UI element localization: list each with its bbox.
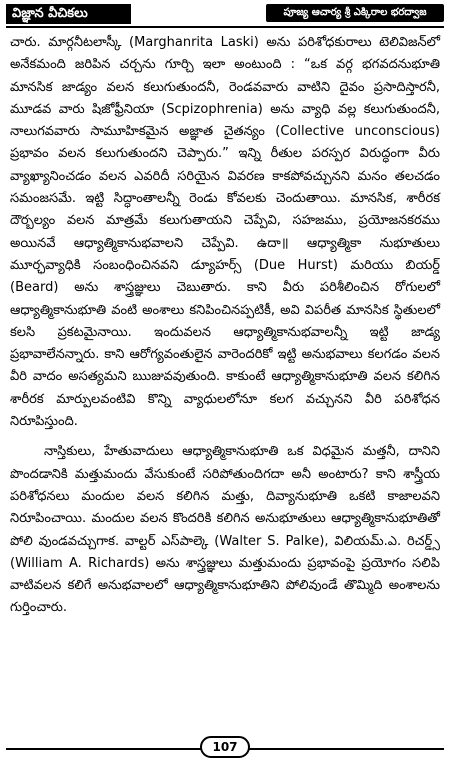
author-name: పూజ్య ఆచార్య శ్రీ ఎక్కిరాల భరద్వాజ — [266, 4, 444, 22]
paragraph-2: నాస్తికులు, హేతువాదులు ఆధ్యాత్మికానుభూతి ఒక విధమైన మత్తనీ, దానిని పొందడానికి మత్తుమందు వేసుకుంటే సరిపోతుందిగదా అనీ అంటారు? కాని శాస్త్రీయ పరిశోధనలు మందుల వలన కలిగిన మత్తు, దివ్యానుభూతి ఒకటి కాజాలవని నిరూపించాయి. మందుల వలన కొందరికి కలిగిన అనుభూతులు ఆధ్యాత్మికానుభూతితో పోలి వుండవచ్చుగాక. వాల్టర్ ఎస్‌పాల్కె (Walter S. Palke), విలియమ్.ఎ. రిచర్డ్స్ (William A. Richards) అను శాస్త్రజ్ఞులు మత్తుమందు ప్రభావంపై ప్రయోగం సలిపి వాటివలన కలిగే అనుభవాలలో ఆధ్యాత్మికానుభూతిని పోలివుండే తొమ్మిది అంశాలను గుర్తించారు. — [10, 444, 440, 616]
header-divider — [6, 26, 444, 28]
page-number: 107 — [200, 736, 250, 758]
paragraph-1: చారు. మార్గనీటలాస్కీ (Marghanrita Laski) అను పరిశోధకురాలు టెలివిజన్‌లో అనేకమంది జరిపిన చర్చను గూర్చి ఇలా అంటుంది : “ఒక వర్గ భగవదనుభూతి మానసిక జాడ్యం వలన కలుగుతుందనీ, రెండవవారు వాటిని దైవం ప్రసాదిస్తారనీ, మూడవ వారు షిజోఫ్రీనియా (Scpizophrenia) అను వ్యాధి వల్ల కలుగుతుందనీ, నాలుగవవారు సామూహికమైన అజ్ఞాత చైతన్యం (Collective unconscious) ప్రభావం వలన కలుగుతుందని చెప్పారు.” ఇన్ని రీతుల పరస్పర విరుద్ధంగా వీరు వ్యాఖ్యానించడం వలన ఎవరిదీ సరియైన వివరణ కాకపోవచ్చునని మనం తలచడం సమంజసమే. ఇట్టి సిద్ధాంతాలన్నీ రెండు కోవలకు చెందుతాయి. మానసిక, శారీరక దౌర్బల్యం వలన మాత్రమే కలుగుతాయని చెప్పేవి, సహజము, ప్రయోజనకరము అయినవే ఆధ్యాత్మికానుభవాలని చెప్పేవి. ఉదా॥ ఆధ్యాత్మికా నుభూతులు మూర్ఛవ్యాధికి సంబంధించినవని డ్యూహర్స్ (Due Hurst) మరియు బియర్డ్ (Beard) అను శాస్త్రజ్ఞులు చెబుతారు. కాని వీరు పరిశీలించిన రోగులలో ఆధ్యాత్మికానుభూతి వంటి అంశాలు కనిపించినప్పటికీ, అవి విపరీత మానసిక స్థితులలో కలసి ప్రకటమైనాయి. ఇందువలన ఆధ్యాత్మికానుభవాలన్నీ ఇట్టి జాడ్య ప్రభావాలేనన్నారు. కాని ఆరోగ్యవంతులైన వారెందరికో ఇట్టి అనుభవాలు కలగడం వలన వీరి వాదం అసత్యమని ఋజువవుతుంది. కాకుంటే ఆధ్యాత్మికానుభూతి వలన కలిగిన శారీరక మార్పులవంటివి కొన్ని వ్యాధులలోనూ కలగ వచ్చునని వీరి పరిశోధన నిరూపిస్తుంది. — [10, 35, 440, 430]
page-header — [6, 4, 444, 24]
book-title: విజ్ఞాన వీచికలు — [6, 4, 131, 24]
page-body — [10, 32, 440, 620]
